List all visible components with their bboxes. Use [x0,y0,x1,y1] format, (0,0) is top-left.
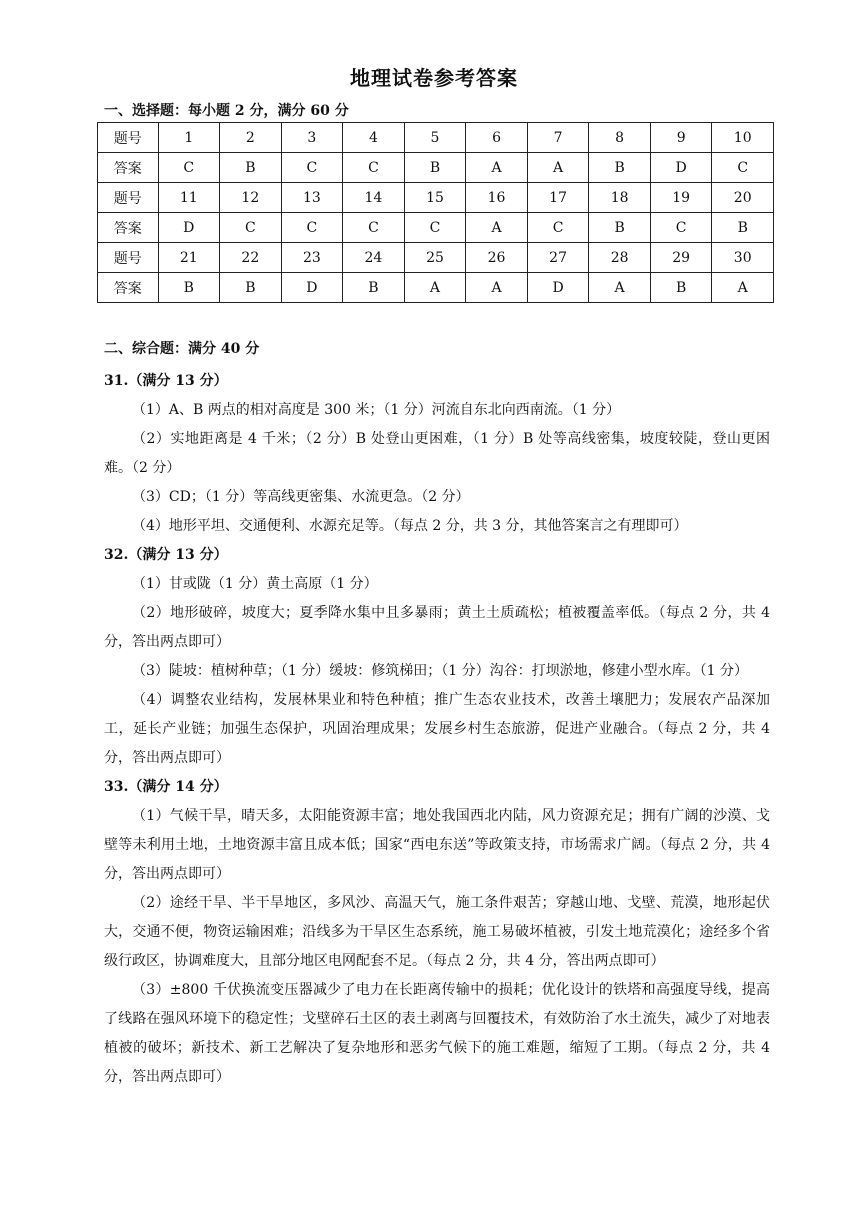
question-number-cell: 20 [712,183,774,213]
answer-cell: D [158,213,220,243]
question-number-cell: 29 [650,243,712,273]
row-label-answer: 答案 [98,153,159,183]
row-label-number: 题号 [98,243,159,273]
question-number-cell: 4 [343,123,405,153]
answer-cell: B [220,273,282,303]
row-label-answer: 答案 [98,273,159,303]
q32-answer-4: （4）调整农业结构，发展林果业和特色种植；推广生态农业技术，改善土壤肥力；发展农产品深加工，延长产业链；加强生态保护，巩固治理成果；发展乡村生态旅游，促进产业融合。（每点 2 分，共 4 分，答出两点即可） [104,692,770,766]
section2-heading: 二、综合题：满分 40 分 [104,341,260,357]
question-number-cell: 22 [220,243,282,273]
question-number-cell: 24 [343,243,405,273]
q32-answer-2: （2）地形破碎，坡度大；夏季降水集中且多暴雨；黄土土质疏松；植被覆盖率低。（每点 2 分，共 4 分，答出两点即可） [104,605,770,650]
answer-cell: B [650,273,712,303]
answer-cell: C [343,153,405,183]
question-32-header: 32.（满分 13 分） [104,547,228,563]
table-row [98,123,774,153]
answer-cell: C [404,213,466,243]
question-31-header: 31.（满分 13 分） [104,373,228,389]
table-row [98,183,774,213]
section1-heading: 一、选择题：每小题 2 分，满分 60 分 [104,103,349,119]
answer-cell: B [158,273,220,303]
table-row [98,243,774,273]
answer-cell: A [527,153,589,183]
question-number-cell: 2 [220,123,282,153]
answer-cell: B [589,213,651,243]
question-number-cell: 26 [466,243,528,273]
question-33-header: 33.（满分 14 分） [104,779,228,795]
q33-answer-2: （2）途经干旱、半干旱地区，多风沙、高温天气，施工条件艰苦；穿越山地、戈壁、荒漠，地形起伏大，交通不便，物资运输困难；沿线多为干旱区生态系统，施工易破坏植被，引发土地荒漠化；途经多个省级行政区，协调难度大，且部分地区电网配套不足。（每点 2 分，共 4 分，答出两点即可） [104,895,770,969]
row-label-answer: 答案 [98,213,159,243]
page-title: 地理试卷参考答案 [350,66,518,90]
answer-cell: A [589,273,651,303]
answer-cell: B [343,273,405,303]
q31-answer-2: （2）实地距离是 4 千米；（2 分）B 处登山更困难，（1 分）B 处等高线密集，坡度较陡，登山更困难。（2 分） [104,431,770,476]
row-label-number: 题号 [98,183,159,213]
question-number-cell: 21 [158,243,220,273]
q32-answer-3: （3）陡坡：植树种草；（1 分）缓坡：修筑梯田；（1 分）沟谷：打坝淤地，修建小型水库。（1 分） [132,663,748,679]
answer-cell: C [281,153,343,183]
q32-answer-1: （1）甘或陇（1 分）黄土高原（1 分） [132,576,378,592]
answer-cell: D [281,273,343,303]
question-number-cell: 11 [158,183,220,213]
q31-answer-1: （1）A、B 两点的相对高度是 300 米；（1 分）河流自东北向西南流。（1 分） [132,402,621,418]
question-number-cell: 5 [404,123,466,153]
answer-cell: B [220,153,282,183]
answer-cell: B [712,213,774,243]
q33-answer-3: （3）±800 千伏换流变压器减少了电力在长距离传输中的损耗；优化设计的铁塔和高强度导线，提高了线路在强风环境下的稳定性；戈壁碎石土区的表土剥离与回覆技术，有效防治了水土流失，减少了对地表植被的破坏；新技术、新工艺解决了复杂地形和恶劣气候下的施工难题，缩短了工期。（每点 2 分，共 4 分，答出两点即可） [104,982,770,1085]
question-number-cell: 18 [589,183,651,213]
question-number-cell: 16 [466,183,528,213]
table-row [98,273,774,303]
answer-cell: B [589,153,651,183]
question-number-cell: 28 [589,243,651,273]
question-number-cell: 14 [343,183,405,213]
answer-cell: D [650,153,712,183]
question-number-cell: 12 [220,183,282,213]
question-number-cell: 10 [712,123,774,153]
answer-cell: C [220,213,282,243]
answer-cell: C [343,213,405,243]
question-number-cell: 8 [589,123,651,153]
question-number-cell: 7 [527,123,589,153]
q31-answer-4: （4）地形平坦、交通便利、水源充足等。（每点 2 分，共 3 分，其他答案言之有理即可） [132,518,688,534]
question-number-cell: 3 [281,123,343,153]
question-number-cell: 27 [527,243,589,273]
answer-cell: C [527,213,589,243]
table-row [98,153,774,183]
question-number-cell: 23 [281,243,343,273]
answer-cell: D [527,273,589,303]
question-number-cell: 1 [158,123,220,153]
answer-cell: C [281,213,343,243]
question-number-cell: 13 [281,183,343,213]
answer-table [97,122,774,303]
answer-cell: A [466,213,528,243]
question-number-cell: 17 [527,183,589,213]
question-number-cell: 30 [712,243,774,273]
answer-cell: C [158,153,220,183]
question-number-cell: 6 [466,123,528,153]
question-number-cell: 9 [650,123,712,153]
answers-body [104,367,770,1092]
answer-cell: C [650,213,712,243]
question-number-cell: 19 [650,183,712,213]
table-row [98,213,774,243]
question-number-cell: 15 [404,183,466,213]
answer-cell: A [404,273,466,303]
answer-cell: A [712,273,774,303]
row-label-number: 题号 [98,123,159,153]
answer-cell: A [466,273,528,303]
answer-cell: B [404,153,466,183]
answer-cell: A [466,153,528,183]
q31-answer-3: （3）CD；（1 分）等高线更密集、水流更急。（2 分） [132,489,470,505]
q33-answer-1: （1）气候干旱，晴天多，太阳能资源丰富；地处我国西北内陆，风力资源充足；拥有广阔的沙漠、戈壁等未利用土地，土地资源丰富且成本低；国家“西电东送”等政策支持，市场需求广阔。（每点 2 分，共 4 分，答出两点即可） [104,808,770,882]
answer-cell: C [712,153,774,183]
question-number-cell: 25 [404,243,466,273]
